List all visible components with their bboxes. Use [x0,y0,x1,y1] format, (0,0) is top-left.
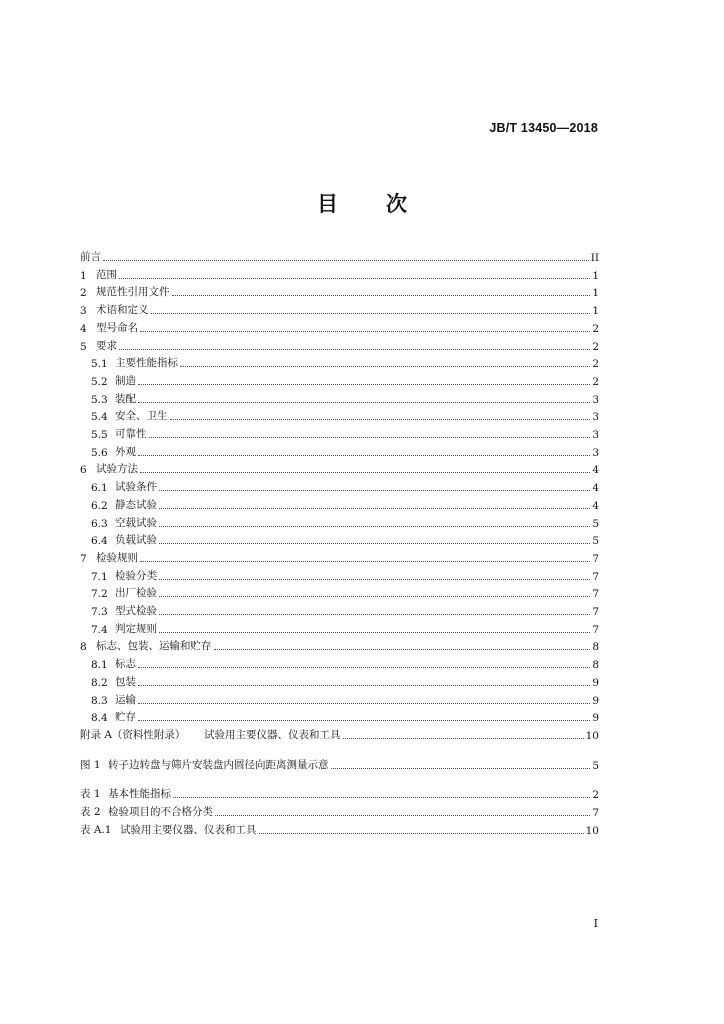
toc-entry[interactable] [80,268,599,282]
toc-entry-page: 1 [592,305,599,318]
toc-dot-leader [138,383,590,385]
toc-entry-number: 5 [80,340,87,353]
toc-entry-number: 5.5 [91,429,108,441]
toc-entry-label: 可靠性 [115,428,147,440]
toc-entry-page: 2 [592,375,599,388]
toc-entry[interactable] [80,728,599,742]
toc-entry[interactable] [80,409,599,423]
toc-entry-label: 术语和定义 [96,304,149,317]
toc-entry-number: 前言 [80,251,101,263]
toc-entry[interactable] [80,758,599,772]
toc-entry[interactable] [80,321,599,335]
toc-entry[interactable] [80,516,599,530]
toc-entry-page: 7 [592,807,599,819]
toc-entry-label: 型号命名 [96,321,138,334]
toc-entry-page: 3 [592,393,599,406]
toc-entry-label: 型式检验 [115,605,157,617]
toc-entry-label: 检验规则 [96,551,138,564]
toc-entry-page: 7 [592,588,599,601]
toc-entry-label: 范围 [96,268,117,281]
toc-entry-label: 运输 [115,693,136,706]
toc-entry-page: 4 [592,464,599,477]
toc-entry[interactable] [80,787,599,801]
toc-entry-page: 8 [592,641,599,654]
toc-entry[interactable] [80,250,599,264]
toc-entry-page: II [590,252,599,264]
toc-entry-label: 负载试验 [115,534,157,547]
toc-entry-page: 1 [592,269,599,282]
toc-entry-number: 8.4 [91,712,108,725]
toc-dot-leader [159,542,590,544]
toc-entry-label: 转子边转盘与筛片安装盘内圆径向距离测量示意 [108,758,329,771]
toc-entry-number: 8.2 [91,676,108,689]
toc-dot-leader [173,796,590,798]
toc-entry-page: 5 [592,535,599,548]
toc-entry-page: 1 [592,287,599,300]
toc-entry-number: 7 [80,552,87,565]
toc-dot-leader [159,507,590,509]
toc-dot-leader [331,767,591,769]
toc-entry-number: 8.3 [91,694,108,707]
toc-dot-leader [151,312,591,314]
toc-entry[interactable] [80,805,599,819]
toc-entry[interactable] [80,551,599,565]
toc-entry-number: 6.3 [91,517,108,530]
toc-entry-page: 3 [592,446,599,459]
toc-entry-label: 检验分类 [115,569,157,582]
toc-entry-page: 10 [585,824,599,837]
toc-entry[interactable] [80,339,599,353]
toc-entry-page: 7 [592,570,599,583]
toc-dot-leader [172,294,591,296]
toc-entry[interactable] [80,639,599,653]
toc-entry-page: 3 [592,429,599,441]
toc-dot-leader [138,666,590,668]
toc-entry-page: 2 [592,789,599,802]
toc-dot-leader [138,401,590,403]
toc-entry-page: 9 [592,694,599,707]
toc-entry-number: 6.1 [91,482,108,495]
toc-entry[interactable] [80,498,599,512]
toc-entry-label: 静态试验 [115,498,157,511]
toc-entry-number: 5.3 [91,393,108,406]
toc-dot-leader [343,737,584,739]
toc-entry-number: 5.1 [91,358,108,371]
toc-entry-page: 7 [592,623,599,636]
toc-entry-label: 试验用主要仪器、仪表和工具 [120,823,257,836]
toc-dot-leader [159,489,590,491]
toc-entry-number: 5.2 [91,375,108,388]
toc-entry-number: 表 A.1 [80,823,112,836]
toc-entry[interactable] [80,533,599,547]
toc-entry-label: 主要性能指标 [115,357,178,370]
toc-entry-number: 4 [80,322,87,335]
toc-entry-label: 出厂检验 [115,587,157,600]
toc-entry-number: 8 [80,641,87,654]
toc-entry-label: 试验条件 [115,481,157,494]
toc-dot-leader [215,814,590,816]
title-char-2: 次 [386,192,407,216]
toc-entry-label: 试验方法 [96,463,138,476]
toc-entry-page: 4 [592,482,599,495]
toc-entry-page: 9 [592,676,599,689]
toc-dot-leader [159,525,590,527]
page-number: I [593,917,598,930]
toc-dot-leader [138,454,590,456]
page-title [0,188,724,218]
toc-dot-leader [103,259,589,261]
toc-entry[interactable] [80,693,599,707]
toc-entry-label: 制造 [115,374,136,387]
toc-entry-number: 3 [80,305,87,318]
toc-entry-number: 7.2 [91,588,108,601]
toc-entry[interactable] [80,374,599,388]
toc-dot-leader [140,330,590,332]
toc-entry[interactable] [80,445,599,459]
toc-dot-leader [138,702,590,704]
title-char-1: 目 [317,192,338,216]
toc-entry[interactable] [80,569,599,583]
toc-entry-page: 5 [592,759,599,772]
toc-dot-leader [119,277,590,279]
toc-entry[interactable] [80,675,599,689]
toc-dot-leader [159,595,590,597]
toc-entry-page: 9 [592,712,599,725]
toc-entry-label: 包装 [115,675,136,688]
toc-entry-label: 安全、卫生 [115,410,168,423]
toc-dot-leader [159,613,590,615]
toc-dot-leader [214,648,591,650]
toc-dot-leader [140,560,590,562]
toc-entry-page: 10 [585,729,599,742]
toc-entry-number: 1 [80,269,87,282]
toc-entry-label: 判定规则 [115,622,157,635]
toc-entry-number: 7.4 [91,623,108,636]
toc-entry-page: 2 [592,340,599,353]
toc-entry-number: 表 1 [80,788,101,801]
toc-dot-leader [140,471,590,473]
toc-dot-leader [259,832,584,834]
toc-entry-label: 标志 [115,658,136,671]
toc-entry[interactable] [80,392,599,406]
toc-entry[interactable] [80,303,599,317]
toc-entry-number: 7.3 [91,606,108,618]
toc-entry[interactable] [80,462,599,476]
toc-entry-page: 7 [592,552,599,565]
toc-dot-leader [180,365,590,367]
toc-dot-leader [159,578,590,580]
toc-entry-number: 6.4 [91,535,108,548]
toc-entry-number: 5.6 [91,446,108,459]
toc-entry[interactable] [80,480,599,494]
toc-entry-label: 规范性引用文件 [96,286,170,299]
toc-entry[interactable] [80,823,599,837]
toc-entry-number: 附录 A（资料性附录） [80,728,186,741]
toc-dot-leader [138,719,590,721]
toc-entry-page: 7 [592,606,599,618]
toc-entry-label: 要求 [96,339,117,352]
toc-entry-label: 标志、包装、运输和贮存 [96,640,212,653]
toc-dot-leader [149,436,591,438]
toc-entry[interactable] [80,586,599,600]
toc-entry-number: 8.1 [91,659,108,672]
toc-entry-page: 4 [592,499,599,512]
toc-entry-number: 表 2 [80,806,101,818]
toc-dot-leader [138,684,590,686]
toc-entry-number: 2 [80,287,87,300]
toc-entry-label: 试验用主要仪器、仪表和工具 [204,728,341,741]
toc-entry-label: 检验项目的不合格分类 [108,806,213,818]
toc-entry-page: 5 [592,517,599,530]
toc-dot-leader [159,631,590,633]
toc-entry[interactable] [80,427,599,441]
document-code: JB/T 13450—2018 [489,121,598,135]
toc-entry[interactable] [80,604,599,618]
toc-dot-leader [170,418,591,420]
toc-entry-number: 图 1 [80,758,101,771]
toc-entry-label: 装配 [115,392,136,405]
toc-entry[interactable] [80,710,599,724]
toc-entry-label: 外观 [115,445,136,458]
toc-dot-leader [119,348,590,350]
toc-entry-label: 空载试验 [115,516,157,529]
toc-entry-number: 6.2 [91,499,108,512]
toc-entry-number: 6 [80,464,87,477]
toc-entry-page: 2 [592,322,599,335]
toc-entry[interactable] [80,622,599,636]
toc-entry-page: 8 [592,659,599,672]
toc-entry-number: 5.4 [91,411,108,424]
toc-entry-label: 贮存 [115,711,136,724]
toc-entry[interactable] [80,657,599,671]
toc-entry[interactable] [80,356,599,370]
toc-entry-page: 2 [592,358,599,371]
toc-entry[interactable] [80,285,599,299]
toc-entry-page: 3 [592,411,599,424]
toc-entry-label: 基本性能指标 [108,788,171,801]
toc-entry-number: 7.1 [91,570,108,583]
